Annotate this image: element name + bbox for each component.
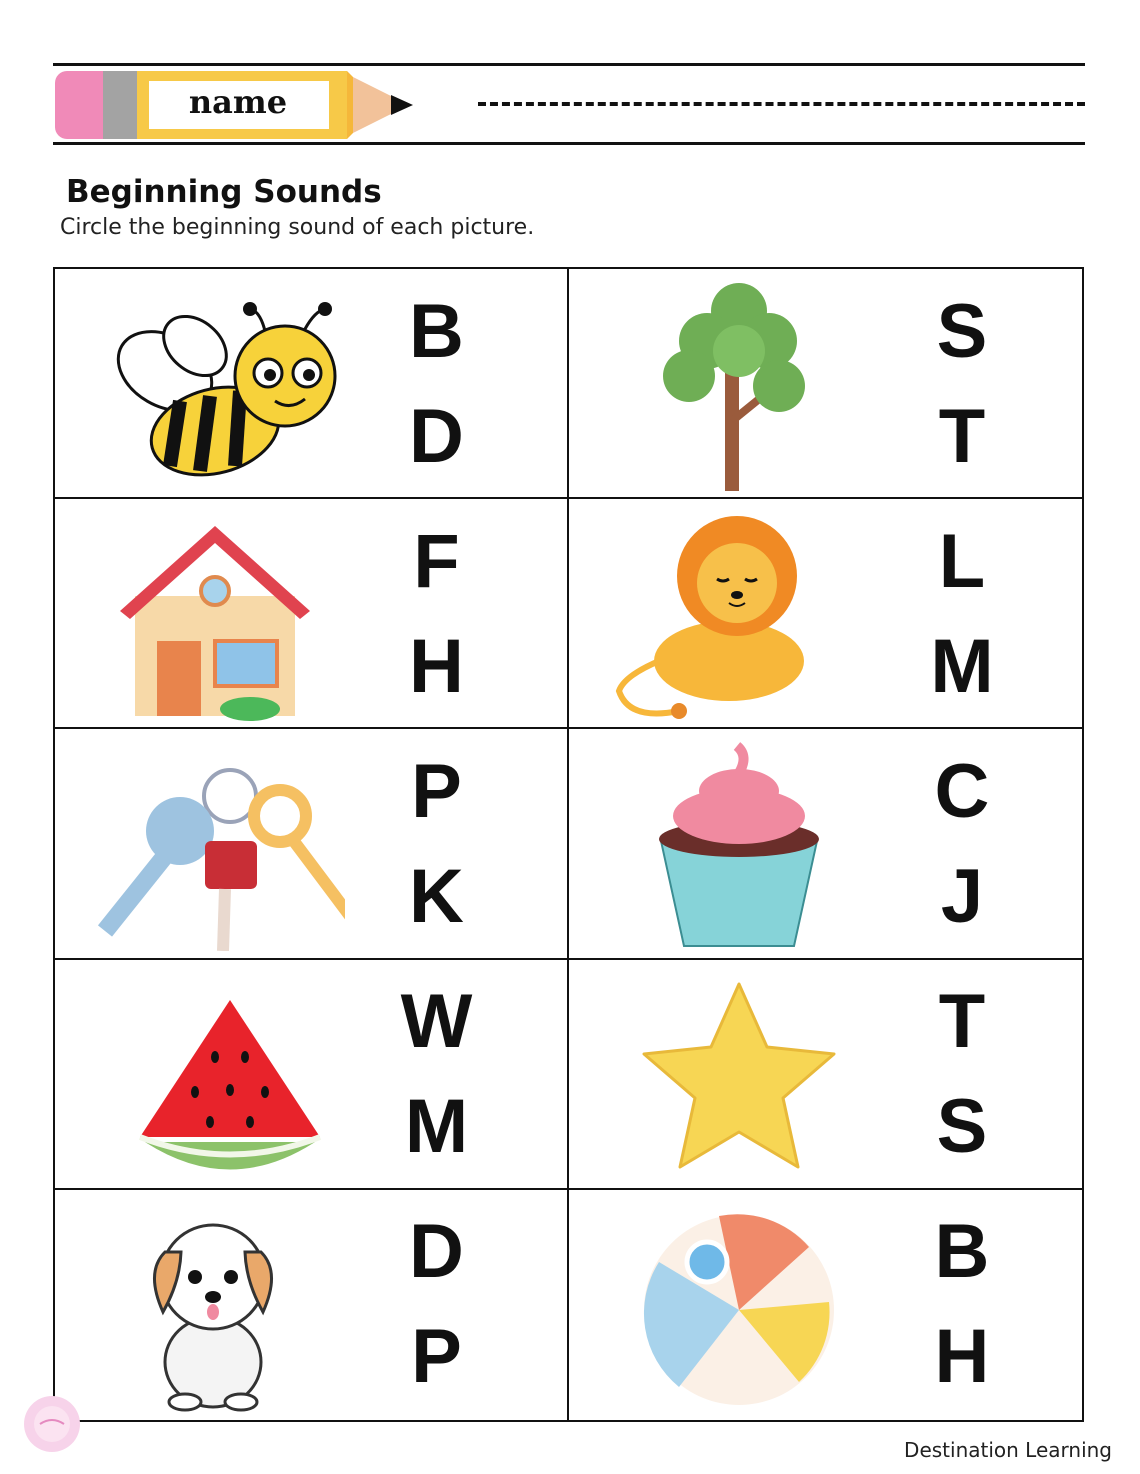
name-label: name [188, 83, 288, 121]
letter-choice[interactable]: H [409, 623, 464, 709]
item-cell [569, 960, 1083, 1190]
activity-grid [53, 267, 1084, 1422]
item-cell [55, 1190, 569, 1420]
letter-choice[interactable]: P [411, 1314, 462, 1400]
letter-choice[interactable]: C [934, 748, 990, 834]
lion-icon [599, 511, 859, 721]
letter-choice[interactable]: K [409, 853, 464, 939]
page-title: Beginning Sounds [66, 174, 382, 210]
letter-choice[interactable]: H [934, 1314, 990, 1400]
puppy-icon [85, 1202, 345, 1412]
brand-logo [24, 1396, 80, 1452]
letter-choice[interactable]: S [936, 288, 988, 374]
bee-icon [85, 281, 345, 491]
cupcake-icon [599, 741, 859, 951]
letter-choice[interactable]: L [938, 518, 986, 604]
item-cell [569, 1190, 1083, 1420]
header-bottom-rule [53, 142, 1085, 145]
letter-choices [377, 509, 497, 719]
letter-choice[interactable]: D [409, 393, 464, 479]
watermelon-icon [85, 972, 345, 1182]
name-writing-line[interactable] [478, 102, 1085, 106]
letter-choices [377, 739, 497, 949]
footer-brand: Destination Learning [904, 1438, 1112, 1462]
letter-choices [377, 1200, 497, 1410]
letter-choice[interactable]: J [940, 853, 984, 939]
tree-icon [599, 281, 859, 491]
letter-choice[interactable]: M [404, 1084, 469, 1170]
letter-choice[interactable]: P [411, 748, 462, 834]
house-icon [85, 511, 345, 721]
letter-choice[interactable]: T [938, 393, 986, 479]
logo-icon [30, 1402, 74, 1446]
item-cell [569, 269, 1083, 499]
header-top-rule [53, 63, 1085, 66]
letter-choices [902, 970, 1022, 1180]
keys-icon [85, 741, 345, 951]
letter-choice[interactable]: M [930, 623, 994, 709]
letter-choice[interactable]: D [409, 1209, 464, 1295]
letter-choices [377, 279, 497, 489]
item-cell [569, 499, 1083, 729]
star-icon [599, 972, 859, 1182]
item-cell [55, 269, 569, 499]
item-cell [55, 729, 569, 959]
beach-ball-icon [599, 1202, 859, 1412]
letter-choice[interactable]: S [936, 1084, 988, 1170]
letter-choices [902, 739, 1022, 949]
item-cell [569, 729, 1083, 959]
letter-choice[interactable]: F [413, 518, 460, 604]
letter-choices [902, 509, 1022, 719]
letter-choices [902, 1200, 1022, 1410]
letter-choice[interactable]: B [934, 1209, 990, 1295]
letter-choice[interactable]: T [938, 979, 986, 1065]
letter-choices [377, 970, 497, 1180]
item-cell [55, 960, 569, 1190]
letter-choices [902, 279, 1022, 489]
letter-choice[interactable]: W [400, 979, 473, 1065]
instructions: Circle the beginning sound of each picture. [60, 215, 535, 240]
item-cell [55, 499, 569, 729]
letter-choice[interactable]: B [409, 288, 464, 374]
